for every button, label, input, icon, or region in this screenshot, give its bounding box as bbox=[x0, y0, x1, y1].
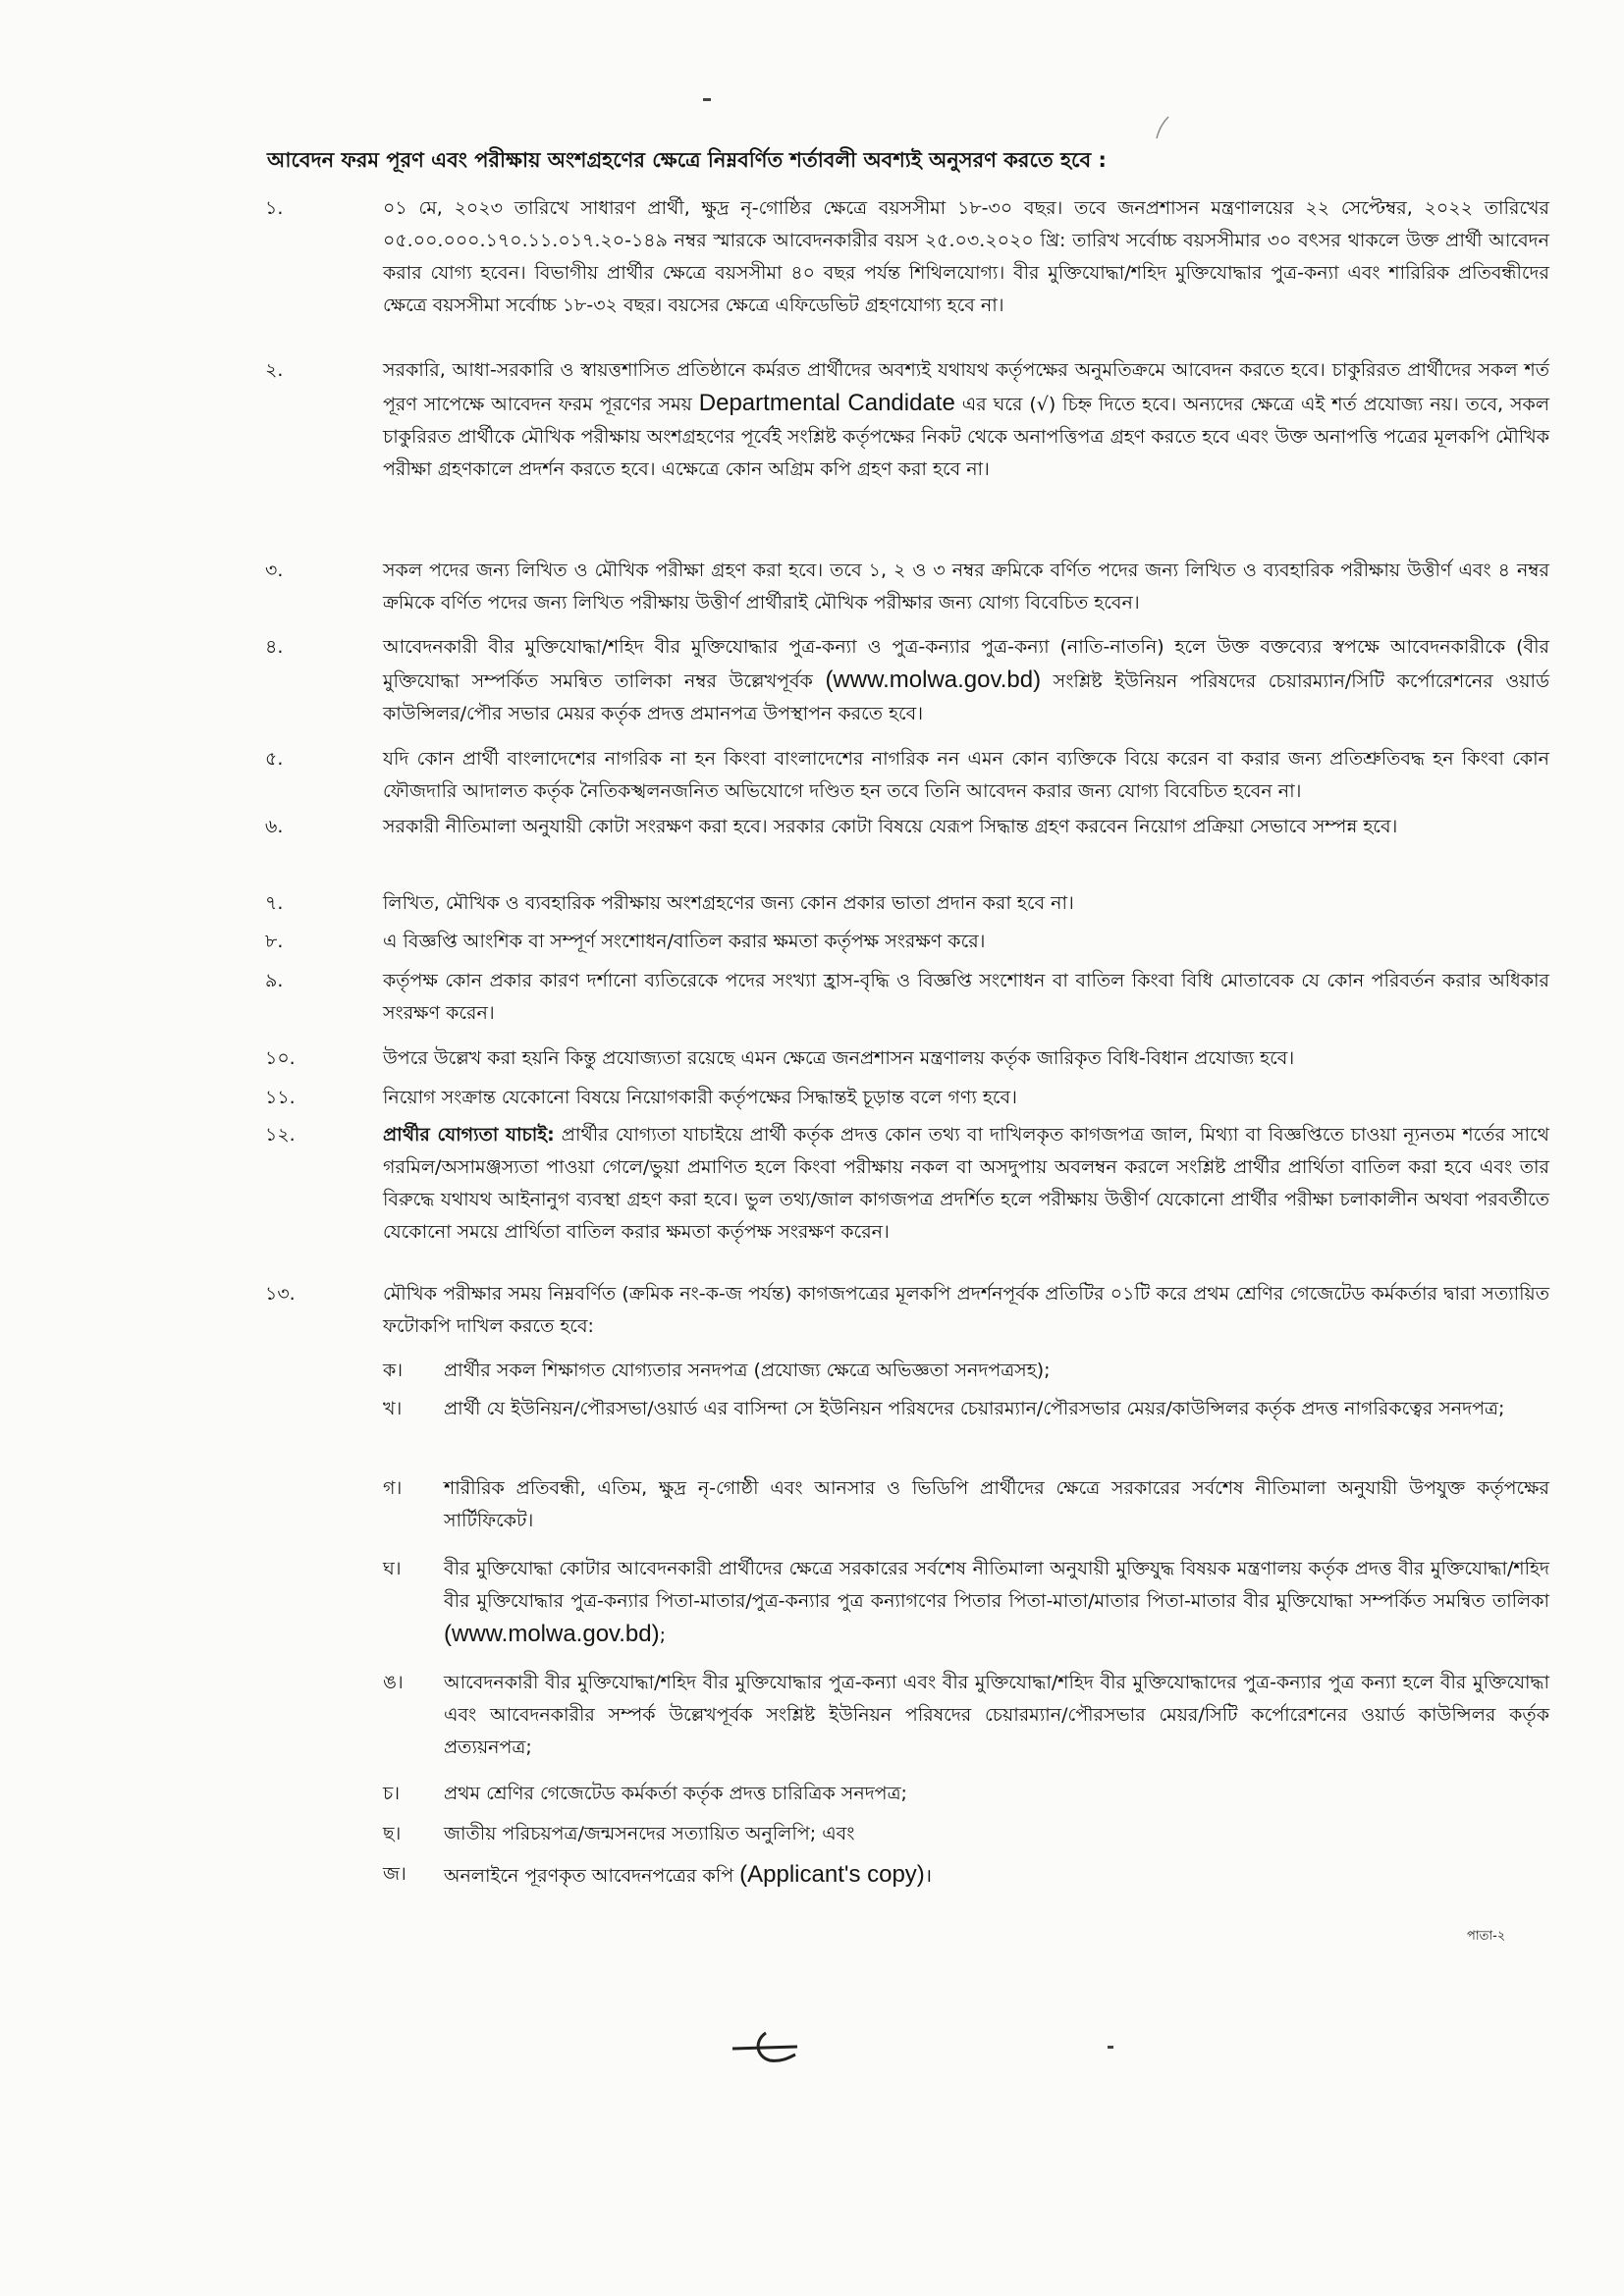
handwritten-mark bbox=[727, 2027, 815, 2066]
item-text: আবেদনকারী বীর মুক্তিযোদ্ধা/শহিদ বীর মুক্তিযোদ্ধার পুত্র-কন্যা ও পুত্র-কন্যার পুত্র-কন্যা (নাতি-নাতনি) হলে উক্ত বক্তব্যের স্বপক্ষে আবেদনকারীকে (বীর মুক্তিযোদ্ধা সম্পর্কিত সমন্বিত তালিকা নম্বর উল্লেখপূর্বক (www.molwa.gov.bd) সংশ্লিষ্ট ইউনিয়ন পরিষদের চেয়ারম্যান/সিটি কর্পোরেশনের ওয়ার্ড কাউন্সিলর/পৌর সভার মেয়র কর্তৃক প্রদত্ত প্রমানপত্র উপস্থাপন করতে হবে। bbox=[383, 636, 1549, 724]
sub-item-text: আবেদনকারী বীর মুক্তিযোদ্ধা/শহিদ বীর মুক্তিযোদ্ধার পুত্র-কন্যা এবং বীর মুক্তিযোদ্ধা/শহিদ বীর মুক্তিযোদ্ধাদের পুত্র-কন্যার পুত্র কন্যা হলে বীর মুক্তিযোদ্ধা এবং আবেদনকারীর সম্পর্ক উল্লেখপূর্বক সংশ্লিষ্ট ইউনিয়ন পরিষদের চেয়ারম্যান/পৌরসভার মেয়র/সিটি কর্পোরেশনের ওয়ার্ড কাউন্সিলর কর্তৃক প্রত্যয়নপত্র; bbox=[444, 1672, 1549, 1758]
item-number: ১২. bbox=[265, 1124, 296, 1146]
sub-item-text: প্রথম শ্রেণির গেজেটেড কর্মকর্তা কর্তৃক প্রদত্ত চারিত্রিক সনদপত্র; bbox=[444, 1783, 907, 1804]
item-text: মৌখিক পরীক্ষার সময় নিম্নবর্ণিত (ক্রমিক নং-ক-জ পর্যন্ত) কাগজপত্রের মূলকপি প্রদর্শনপূর্বক প্রতিটির ০১টি করে প্রথম শ্রেণির গেজেটেড কর্মকর্তার দ্বারা সত্যায়িত ফটোকপি দাখিল করতে হবে: bbox=[383, 1283, 1549, 1337]
item-number: ১০. bbox=[265, 1047, 296, 1069]
item-number: ১৩. bbox=[265, 1283, 296, 1305]
sub-item-number: চ। bbox=[383, 1783, 401, 1804]
item-text: কর্তৃপক্ষ কোন প্রকার কারণ দর্শানো ব্যতিরেকে পদের সংখ্যা হ্রাস-বৃদ্ধি ও বিজ্ঞপ্তি সংশোধন বা বাতিল কিংবা বিধি মোতাবেক যে কোন পরিবর্তন করার অধিকার সংরক্ষণ করেন। bbox=[383, 970, 1549, 1024]
sub-item-number: জ। bbox=[383, 1863, 406, 1885]
item-number: ১১. bbox=[265, 1087, 296, 1108]
item-number: ৯. bbox=[265, 970, 284, 991]
sub-item-number: ছ। bbox=[383, 1823, 402, 1844]
sub-item-text: জাতীয় পরিচয়পত্র/জন্মসনদের সত্যায়িত অনুলিপি; এবং bbox=[444, 1823, 855, 1844]
item-text: এ বিজ্ঞপ্তি আংশিক বা সম্পূর্ণ সংশোধন/বাতিল করার ক্ষমতা কর্তৃপক্ষ সংরক্ষণ করে। bbox=[383, 931, 986, 952]
item-text: নিয়োগ সংক্রান্ত যেকোনো বিষয়ে নিয়োগকারী কর্তৃপক্ষের সিদ্ধান্তই চূড়ান্ত বলে গণ্য হবে। bbox=[383, 1087, 1017, 1108]
conditions-heading: আবেদন ফরম পূরণ এবং পরীক্ষায় অংশগ্রহণের ক্ষেত্রে নিম্নবর্ণিত শর্তাবলী অবশ্যই অনুসরণ করতে হবে : bbox=[267, 148, 1107, 172]
item-number: ৩. bbox=[265, 560, 284, 581]
sub-item-text: বীর মুক্তিযোদ্ধা কোটার আবেদনকারী প্রার্থীদের ক্ষেত্রে সরকারের সর্বশেষ নীতিমালা অনুযায়ী মুক্তিযুদ্ধ বিষয়ক মন্ত্রণালয় কর্তৃক প্রদত্ত বীর মুক্তিযোদ্ধা/শহিদ বীর মুক্তিযোদ্ধার পুত্র-কন্যার পিতা-মাতার/পুত্র-কন্যার পুত্র কন্যাগণের পিতার পিতা-মাতা/মাতার পিতা-মাতার বীর মুক্তিযোদ্ধা সম্পর্কিত সমন্বিত তালিকা (www.molwa.gov.bd); bbox=[444, 1558, 1549, 1647]
scan-speck bbox=[703, 98, 711, 101]
scan-speck bbox=[1139, 113, 1178, 142]
sub-item-text: প্রার্থীর সকল শিক্ষাগত যোগ্যতার সনদপত্র (প্রযোজ্য ক্ষেত্রে অভিজ্ঞতা সনদপত্রসহ); bbox=[444, 1360, 1051, 1381]
sub-item-number: ঘ। bbox=[383, 1558, 402, 1579]
item-text: সরকারি, আধা-সরকারি ও স্বায়ত্তশাসিত প্রতিষ্ঠানে কর্মরত প্রার্থীদের অবশ্যই যথাযথ কর্তৃপক্ষের অনুমতিক্রমে আবেদন করতে হবে। চাকুরিরত প্রার্থীদের সকল শর্ত পূরণ সাপেক্ষে আবেদন ফরম পূরণের সময় Departmental Candidate এর ঘরে (√) চিহ্ন দিতে হবে। অন্যদের ক্ষেত্রে এই শর্ত প্রযোজ্য নয়। তবে, সকল চাকুরিরত প্রার্থীকে মৌখিক পরীক্ষায় অংশগ্রহণের পূর্বেই সংশ্লিষ্ট কর্তৃপক্ষের নিকট থেকে অনাপত্তিপত্র গ্রহণ করতে হবে এবং উক্ত অনাপত্তি পত্রের মূলকপি মৌখিক পরীক্ষা গ্রহণকালে প্রদর্শন করতে হবে। এক্ষেত্রে কোন অগ্রিম কপি গ্রহণ করা হবে না। bbox=[383, 359, 1549, 480]
sub-item-number: গ। bbox=[383, 1477, 403, 1499]
sub-item-number: ক। bbox=[383, 1360, 404, 1381]
item-number: ৮. bbox=[265, 931, 284, 952]
item-number: ৫. bbox=[265, 748, 284, 770]
item-number: ২. bbox=[265, 359, 284, 381]
sub-item-number: খ। bbox=[383, 1398, 403, 1419]
item-bold-label: প্রার্থীর যোগ্যতা যাচাই: bbox=[383, 1124, 555, 1146]
sub-item-text: প্রার্থী যে ইউনিয়ন/পৌরসভা/ওয়ার্ড এর বাসিন্দা সে ইউনিয়ন পরিষদের চেয়ারম্যান/পৌরসভার মেয়র/কাউন্সিলর কর্তৃক প্রদত্ত নাগরিকত্বের সনদপত্র; bbox=[444, 1398, 1505, 1419]
item-text: লিখিত, মৌখিক ও ব্যবহারিক পরীক্ষায় অংশগ্রহণের জন্য কোন প্রকার ভাতা প্রদান করা হবে না। bbox=[383, 892, 1074, 914]
scan-speck bbox=[1108, 2046, 1113, 2049]
item-text: উপরে উল্লেখ করা হয়নি কিন্তু প্রযোজ্যতা রয়েছে এমন ক্ষেত্রে জনপ্রশাসন মন্ত্রণালয় কর্তৃক জারিকৃত বিধি-বিধান প্রযোজ্য হবে। bbox=[383, 1047, 1295, 1069]
item-text: ০১ মে, ২০২৩ তারিখে সাধারণ প্রার্থী, ক্ষুদ্র নৃ-গোষ্ঠির ক্ষেত্রে বয়সসীমা ১৮-৩০ বছর। তবে জনপ্রশাসন মন্ত্রণালয়ের ২২ সেপ্টেম্বর, ২০২২ তারিখের ০৫.০০.০০০.১৭০.১১.০১৭.২০-১৪৯ নম্বর স্মারকে আবেদনকারীর বয়স ২৫.০৩.২০২০ খ্রি: তারিখ সর্বোচ্চ বয়সসীমার ৩০ বৎসর থাকলে উক্ত প্রার্থী আবেদন করার যোগ্য হবেন। বিভাগীয় প্রার্থীর ক্ষেত্রে বয়সসীমা ৪০ বছর পর্যন্ত শিথিলযোগ্য। বীর মুক্তিযোদ্ধা/শহিদ মুক্তিযোদ্ধার পুত্র-কন্যা এবং শারিরিক প্রতিবন্ধীদের ক্ষেত্রে বয়সসীমা সর্বোচ্চ ১৮-৩২ বছর। বয়সের ক্ষেত্রে এফিডেভিট গ্রহণযোগ্য হবে না। bbox=[383, 197, 1549, 316]
item-number: ৬. bbox=[265, 816, 284, 837]
item-number: ৪. bbox=[265, 636, 284, 658]
sub-item-number: ঙ। bbox=[383, 1672, 404, 1693]
page-number: পাতা-২ bbox=[1467, 1929, 1506, 1944]
item-number: ৭. bbox=[265, 892, 284, 914]
item-text: সরকারী নীতিমালা অনুযায়ী কোটা সংরক্ষণ করা হবে। সরকার কোটা বিষয়ে যেরূপ সিদ্ধান্ত গ্রহণ করবেন নিয়োগ প্রক্রিয়া সেভাবে সম্পন্ন হবে। bbox=[383, 816, 1398, 837]
item-text: যদি কোন প্রার্থী বাংলাদেশের নাগরিক না হন কিংবা বাংলাদেশের নাগরিক নন এমন কোন ব্যক্তিকে বিয়ে করেন বা করার জন্য প্রতিশ্রুতিবদ্ধ হন কিংবা কোন ফৌজদারি আদালত কর্তৃক নৈতিকস্খলনজনিত অভিযোগে দণ্ডিত হন তবে তিনি আবেদন করার জন্য যোগ্য বিবেচিত হবেন না। bbox=[383, 748, 1549, 802]
item-text: সকল পদের জন্য লিখিত ও মৌখিক পরীক্ষা গ্রহণ করা হবে। তবে ১, ২ ও ৩ নম্বর ক্রমিকে বর্ণিত পদের জন্য লিখিত ও ব্যবহারিক পরীক্ষায় উত্তীর্ণ এবং ৪ নম্বর ক্রমিকে বর্ণিত পদের জন্য লিখিত পরীক্ষায় উত্তীর্ণ প্রার্থীরাই মৌখিক পরীক্ষার জন্য যোগ্য বিবেচিত হবেন। bbox=[383, 560, 1549, 614]
sub-item-text: শারীরিক প্রতিবন্ধী, এতিম, ক্ষুদ্র নৃ-গোষ্ঠী এবং আনসার ও ভিডিপি প্রার্থীদের ক্ষেত্রে সরকারের সর্বশেষ নীতিমালা অনুযায়ী উপযুক্ত কর্তৃপক্ষের সার্টিফিকেট। bbox=[444, 1477, 1549, 1531]
item-number: ১. bbox=[265, 197, 284, 219]
sub-item-text: অনলাইনে পূরণকৃত আবেদনপত্রের কপি (Applicant's copy)। bbox=[444, 1861, 933, 1888]
item-text: প্রার্থীর যোগ্যতা যাচাই: প্রার্থীর যোগ্যতা যাচাইয়ে প্রার্থী কর্তৃক প্রদত্ত কোন তথ্য বা দাখিলকৃত কাগজপত্র জাল, মিথ্যা বা বিজ্ঞপ্তিতে চাওয়া ন্যূনতম শর্তের সাথে গরমিল/অসামঞ্জস্যতা পাওয়া গেলে/ভুয়া প্রমাণিত হলে কিংবা পরীক্ষায় নকল বা অসদুপায় অবলম্বন করলে সংশ্লিষ্ট প্রার্থীর প্রার্থিতা বাতিল করা হবে এবং তার বিরুদ্ধে যথাযথ আইনানুগ ব্যবস্থা গ্রহণ করা হবে। ভুল তথ্য/জাল কাগজপত্র প্রদর্শিত হলে পরীক্ষায় উত্তীর্ণ যেকোনো প্রার্থীর পরীক্ষা চলাকালীন অথবা পরবর্তীতে যেকোনো সময়ে প্রার্থিতা বাতিল করার ক্ষমতা কর্তৃপক্ষ সংরক্ষণ করেন। bbox=[383, 1124, 1549, 1243]
